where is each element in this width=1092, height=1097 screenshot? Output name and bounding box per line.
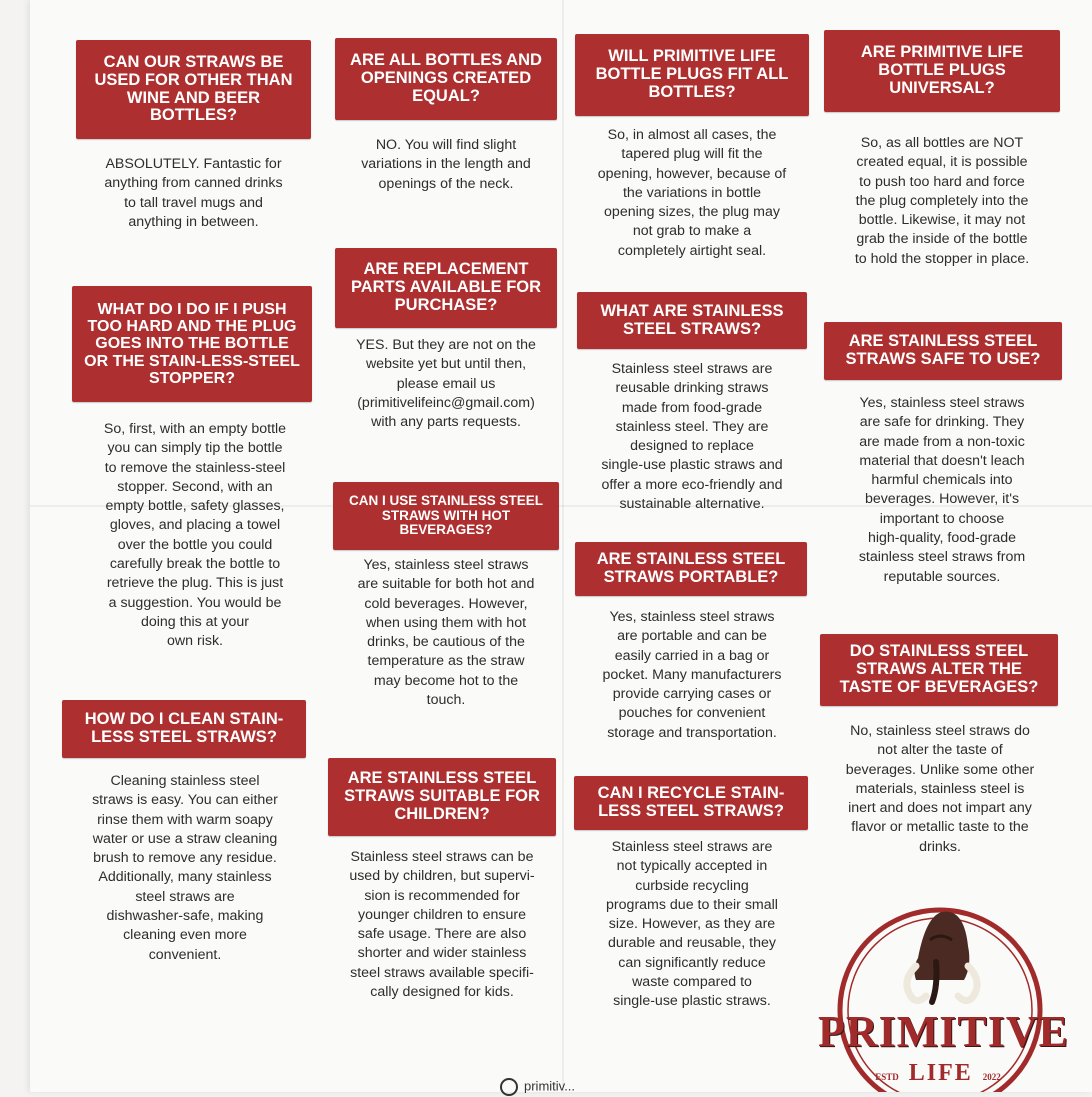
footer-website: primitiv... <box>280 1078 575 1096</box>
faq-question: CAN I USE STAINLESS STEEL STRAWS WITH HOT BEVERAGES? <box>333 482 559 550</box>
faq-question: WILL PRIMITIVE LIFE BOTTLE PLUGS FIT ALL BOTTLES? <box>575 34 809 116</box>
logo-year: 2022 <box>982 1072 1001 1082</box>
faq-question: ARE STAINLESS STEEL STRAWS PORTABLE? <box>575 542 807 596</box>
faq-answer: Cleaning stainless steel straws is easy. You can either rinse them with warm soapy water or use a straw cleaning brush to remove any residue. Additionally, many stainless steel straws are dishwasher-safe, making cleaning even more convenient. <box>92 773 278 963</box>
faq-answer: So, first, with an empty bottle you can simply tip the bottle to remove the stainless-steel stopper. Second, with an empty bottle, safety glasses, gloves, and placing a towel over the bottle you could carefully break the bottle to retrieve the plug. This is just a suggestion. You would be doing this at your own risk. <box>103 421 287 650</box>
faq-answer: Yes, stainless steel straws are portable and can be easily carried in a bag or pocket. Many manufacturers provide carrying cases or pouches for convenient storage and transportation. <box>602 609 782 741</box>
faq-question: ARE PRIMITIVE LIFE BOTTLE PLUGS UNIVERSAL? <box>824 30 1060 112</box>
faq-answer: Stainless steel straws are not typically accepted in curbside recycling programs due to their small size. However, as they are durable and reusable, they can significantly reduce waste compared to single-use plastic straws. <box>606 839 778 1010</box>
primitive-life-logo <box>818 906 1070 1092</box>
faq-question: ARE ALL BOTTLES AND OPENINGS CREATED EQUAL? <box>335 38 557 120</box>
faq-answer: Yes, stainless steel straws are suitable for both hot and cold beverages. However, when using them with hot drinks, be cautious of the temperature as the straw may become hot to the touch. <box>357 557 535 709</box>
faq-answer: Yes, stainless steel straws are safe for drinking. They are made from a non-toxic material that doesn't leach harmful chemicals into beverages. However, it's important to choose high-quality, food-grade stainless steel straws from reputable sources. <box>858 395 1026 585</box>
faq-answer: NO. You will find slight variations in the length and openings of the neck. <box>361 137 531 192</box>
faq-question: CAN I RECYCLE STAIN-LESS STEEL STRAWS? <box>574 776 808 830</box>
faq-question: ARE REPLACEMENT PARTS AVAILABLE FOR PURCHASE? <box>335 248 557 328</box>
faq-answer: Stainless steel straws are reusable drinking straws made from food-grade stainless steel. They are designed to replace single-use plastic straws and offer a more eco-friendly and sustainable alternative. <box>601 361 783 513</box>
fold-line-vertical <box>562 0 564 1092</box>
faq-answer: No, stainless steel straws do not alter the taste of beverages. Unlike some other materials, stainless steel is inert and does not impart any flavor or metallic taste to the drinks. <box>845 723 1035 855</box>
globe-icon <box>500 1078 518 1096</box>
faq-question: ARE STAINLESS STEEL STRAWS SAFE TO USE? <box>824 322 1062 380</box>
faq-answer: So, as all bottles are NOT created equal, it is possible to push too hard and force the plug completely into the bottle. Likewise, it may not grab the inside of the bottle to hold the stopper in place. <box>854 135 1030 267</box>
faq-question: DO STAINLESS STEEL STRAWS ALTER THE TASTE OF BEVERAGES? <box>820 634 1058 706</box>
logo-subline: LIFE <box>908 1060 973 1086</box>
faq-question: WHAT DO I DO IF I PUSH TOO HARD AND THE PLUG GOES INTO THE BOTTLE OR THE STAIN-LESS-STEEL STOPPER? <box>72 286 312 402</box>
faq-question: ARE STAINLESS STEEL STRAWS SUITABLE FOR CHILDREN? <box>328 758 556 836</box>
faq-question: CAN OUR STRAWS BE USED FOR OTHER THAN WINE AND BEER BOTTLES? <box>76 40 311 139</box>
faq-question: WHAT ARE STAINLESS STEEL STRAWS? <box>577 292 807 349</box>
logo-wordmark: PRIMITIVE <box>818 1007 1070 1056</box>
faq-answer: So, in almost all cases, the tapered plug will fit the opening, however, because of the variations in bottle opening sizes, the plug may not grab to make a completely airtight seal. <box>597 127 787 259</box>
faq-answer: Stainless steel straws can be used by children, but supervi- sion is recommended for younger children to ensure safe usage. There are also shorter and wider stainless steel straws available specifi- cally designed for kids. <box>349 849 535 1001</box>
logo-estd: ESTD <box>875 1072 899 1082</box>
faq-question: HOW DO I CLEAN STAIN-LESS STEEL STRAWS? <box>62 700 306 758</box>
faq-answer: YES. But they are not on the website yet but until then, please email us (primitivelifeinc@gmail.com) with any parts requests. <box>356 337 536 431</box>
faq-answer: ABSOLUTELY. Fantastic for anything from canned drinks to tall travel mugs and anything in between. <box>104 156 283 230</box>
